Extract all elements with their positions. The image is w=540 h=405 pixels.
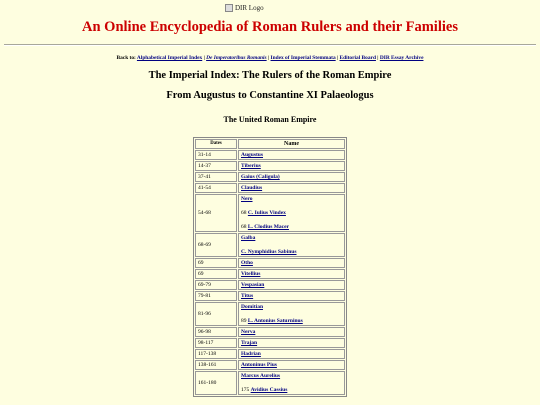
- reign-dates: 81-96: [195, 302, 237, 326]
- ruler-link[interactable]: Antoninus Pius: [241, 362, 277, 368]
- table-header-row: [195, 139, 345, 149]
- ruler-link[interactable]: C. Iulius Vindex: [247, 210, 286, 216]
- reign-dates: 117-138: [195, 349, 237, 359]
- reign-dates: 54-68: [195, 194, 237, 232]
- ruler-cell: [238, 172, 345, 182]
- reign-dates: 68-69: [195, 233, 237, 257]
- usurper-year: 175: [241, 387, 250, 393]
- ruler-link[interactable]: Vespasian: [241, 282, 265, 288]
- ruler-cell: [238, 183, 345, 193]
- reign-dates: 37-41: [195, 172, 237, 182]
- table-row: [195, 172, 345, 182]
- ruler-cell: [238, 269, 345, 279]
- header-divider: [4, 44, 536, 46]
- ruler-entry: [241, 350, 342, 358]
- table-row: [195, 194, 345, 232]
- ruler-cell: [238, 371, 345, 395]
- ruler-entry: [241, 259, 342, 267]
- name-column-header: Name: [238, 139, 345, 149]
- table-row: [195, 327, 345, 337]
- ruler-entry: [241, 234, 342, 242]
- ruler-cell: [238, 258, 345, 268]
- ruler-entry: [241, 372, 342, 380]
- table-row: [195, 349, 345, 359]
- ruler-link[interactable]: Domitian: [241, 304, 263, 310]
- ruler-link[interactable]: Galba: [241, 235, 256, 241]
- table-row: [195, 291, 345, 301]
- ruler-link[interactable]: Trajan: [241, 340, 258, 346]
- ruler-link[interactable]: Hadrian: [241, 351, 261, 357]
- ruler-cell: [238, 194, 345, 232]
- ruler-link[interactable]: Otho: [241, 260, 253, 266]
- ruler-link[interactable]: L. Clodius Macer: [247, 224, 289, 230]
- ruler-link[interactable]: C. Nymphidius Sabinus: [241, 249, 297, 255]
- ruler-link[interactable]: Avidius Cassius: [250, 387, 288, 393]
- ruler-link[interactable]: Gaius (Caligula): [241, 174, 280, 180]
- nav-link-stemmata[interactable]: Index of Imperial Stemmata: [270, 55, 336, 61]
- ruler-cell: [238, 349, 345, 359]
- ruler-link[interactable]: Augustus: [241, 152, 264, 158]
- ruler-link[interactable]: Claudius: [241, 185, 263, 191]
- table-row: [195, 161, 345, 171]
- ruler-entry: [241, 173, 342, 181]
- ruler-cell: [238, 360, 345, 370]
- ruler-link[interactable]: Nero: [241, 196, 253, 202]
- usurper-year: 68: [241, 224, 247, 230]
- ruler-cell: [238, 302, 345, 326]
- rulers-table: [193, 137, 347, 397]
- ruler-link[interactable]: Titus: [241, 293, 254, 299]
- reign-dates: 41-54: [195, 183, 237, 193]
- ruler-cell: [238, 150, 345, 160]
- ruler-entry: [241, 328, 342, 336]
- reign-dates: 69-79: [195, 280, 237, 290]
- nav-link-essay-archive[interactable]: DIR Essay Archive: [379, 55, 424, 61]
- ruler-entry: [241, 195, 342, 203]
- nav-link-alphabetical-index[interactable]: Alphabetical Imperial Index: [136, 55, 203, 61]
- reign-dates: 161-180: [195, 371, 237, 395]
- ruler-entry: [241, 270, 342, 278]
- reign-dates: 69: [195, 258, 237, 268]
- ruler-cell: [238, 327, 345, 337]
- section-title: The United Roman Empire: [223, 115, 317, 124]
- table-row: [195, 371, 345, 395]
- reign-dates: 96-98: [195, 327, 237, 337]
- reign-dates: 69: [195, 269, 237, 279]
- table-row: [195, 258, 345, 268]
- breadcrumb-nav: Back to: Alphabetical Imperial Index | De Imperatoribus Romanis | Index of Imperial Stemmata | Editorial Board | DIR Essay Archive: [116, 55, 424, 61]
- usurper-entry: [241, 248, 342, 256]
- usurper-entry: [241, 386, 342, 394]
- ruler-entry: [241, 339, 342, 347]
- ruler-entry: [241, 361, 342, 369]
- reign-dates: 14-37: [195, 161, 237, 171]
- ruler-cell: [238, 338, 345, 348]
- logo-alt-text: DIR Logo: [235, 4, 264, 12]
- usurper-entry: [241, 209, 342, 217]
- ruler-entry: [241, 292, 342, 300]
- page-title: The Imperial Index: The Rulers of the Roman Empire: [148, 70, 392, 81]
- ruler-entry: [241, 303, 342, 311]
- broken-image-icon: [225, 4, 233, 12]
- reign-dates: 138-161: [195, 360, 237, 370]
- usurper-entry: [241, 223, 342, 231]
- nav-link-de-imperatoribus[interactable]: De Imperatoribus Romanis: [206, 55, 267, 61]
- table-row: [195, 183, 345, 193]
- usurper-year: 89: [241, 318, 247, 324]
- ruler-cell: [238, 233, 345, 257]
- reign-dates: 79-81: [195, 291, 237, 301]
- ruler-entry: [241, 162, 342, 170]
- usurper-year: 68: [241, 210, 247, 216]
- ruler-link[interactable]: Vitellius: [241, 271, 261, 277]
- ruler-link[interactable]: Tiberius: [241, 163, 261, 169]
- ruler-cell: [238, 280, 345, 290]
- site-logo: [225, 4, 264, 12]
- ruler-cell: [238, 291, 345, 301]
- page-subtitle: From Augustus to Constantine XI Palaeologus: [166, 90, 374, 101]
- table-row: [195, 338, 345, 348]
- table-row: [195, 302, 345, 326]
- ruler-link[interactable]: Nerva: [241, 329, 256, 335]
- ruler-entry: [241, 281, 342, 289]
- nav-prefix: Back to:: [116, 55, 136, 61]
- reign-dates: 31-14: [195, 150, 237, 160]
- usurper-entry: [241, 317, 342, 325]
- ruler-entry: [241, 184, 342, 192]
- table-row: [195, 269, 345, 279]
- table-row: [195, 150, 345, 160]
- nav-link-editorial-board[interactable]: Editorial Board: [339, 55, 376, 61]
- ruler-link[interactable]: Marcus Aurelius: [241, 373, 281, 379]
- reign-dates: 98-117: [195, 338, 237, 348]
- ruler-entry: [241, 151, 342, 159]
- table-row: [195, 233, 345, 257]
- ruler-cell: [238, 161, 345, 171]
- site-title: An Online Encyclopedia of Roman Rulers and their Families: [82, 19, 458, 35]
- ruler-link[interactable]: L. Antonius Saturninus: [247, 318, 303, 324]
- dates-column-header: Dates: [195, 139, 237, 149]
- table-row: [195, 360, 345, 370]
- table-row: [195, 280, 345, 290]
